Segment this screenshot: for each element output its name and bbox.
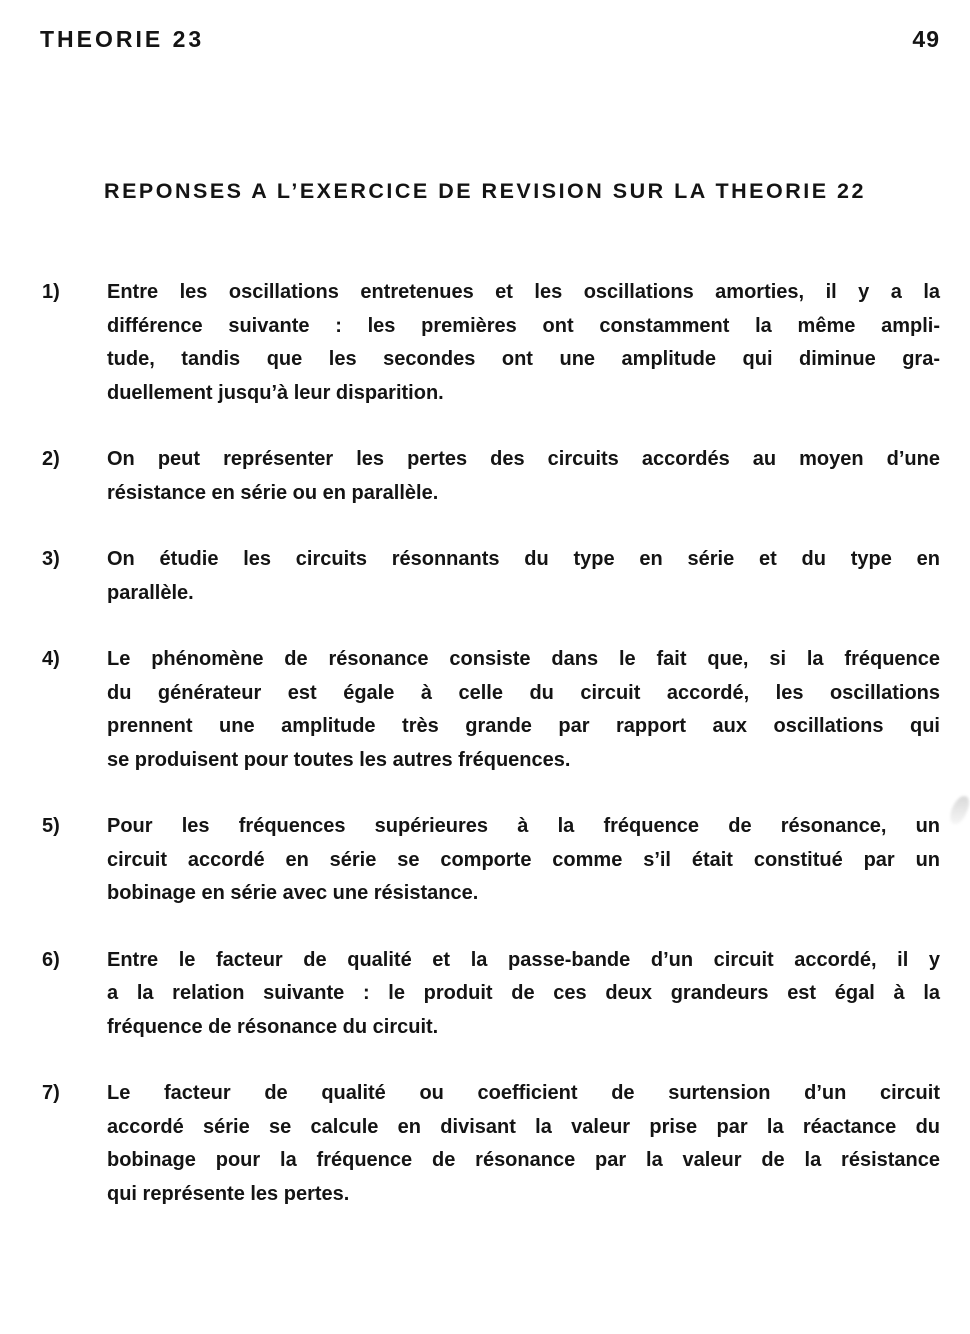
answer-line: qui représente les pertes. xyxy=(107,1182,350,1205)
answer-number: 3) xyxy=(42,548,60,570)
answer-number: 5) xyxy=(42,815,60,837)
answer-body xyxy=(107,643,940,777)
answer-line: Entre le facteur de qualité et la passe-bande d’un circuit accordé, il y xyxy=(107,948,940,971)
answer-line: bobinage pour la fréquence de résonance par la valeur de la résistance xyxy=(107,1149,940,1171)
answer-number: 2) xyxy=(42,448,60,470)
page-header xyxy=(0,0,970,53)
answer-line: se produisent pour toutes les autres fréquences. xyxy=(107,748,571,771)
answer-body xyxy=(107,1077,940,1211)
answer-number: 7) xyxy=(42,1082,60,1104)
answer-line: tude, tandis que les secondes ont une amplitude qui diminue gra- xyxy=(107,348,940,370)
answer-body xyxy=(107,276,940,410)
answer-line: Pour les fréquences supérieures à la fréquence de résonance, un xyxy=(107,815,940,837)
answer-item xyxy=(42,1077,940,1211)
answer-body xyxy=(107,543,940,610)
page-number: 49 xyxy=(912,26,940,52)
answer-line: circuit accordé en série se comporte comme s’il était constitué par un xyxy=(107,848,940,871)
answer-line: parallèle. xyxy=(107,581,194,604)
answer-item xyxy=(42,443,940,510)
answer-line: bobinage en série avec une résistance. xyxy=(107,882,479,904)
answer-item xyxy=(42,810,940,911)
answer-line: différence suivante : les premières ont constamment la même ampli- xyxy=(107,314,940,337)
answer-item xyxy=(42,543,940,610)
chapter-header: THEORIE 23 xyxy=(40,26,205,52)
answer-body xyxy=(107,810,940,911)
answer-line: On étudie les circuits résonnants du type en série et du type en xyxy=(107,548,940,570)
answers-list xyxy=(0,276,970,1211)
answer-line: a la relation suivante : le produit de ces deux grandeurs est égal à la xyxy=(107,982,940,1004)
answer-line: duellement jusqu’à leur disparition. xyxy=(107,381,444,404)
answer-line: Entre les oscillations entretenues et les oscillations amorties, il y a la xyxy=(107,281,940,303)
answer-item xyxy=(42,276,940,410)
answer-body xyxy=(107,443,940,510)
answer-line: accordé série se calcule en divisant la valeur prise par la réactance du xyxy=(107,1115,940,1138)
answer-item xyxy=(42,944,940,1045)
section-title: REPONSES A L’EXERCICE DE REVISION SUR LA THEORIE 22 xyxy=(104,179,866,203)
answer-line: fréquence de résonance du circuit. xyxy=(107,1015,439,1038)
answer-number: 1) xyxy=(42,281,60,303)
answer-number: 6) xyxy=(42,948,60,971)
answer-line: Le facteur de qualité ou coefficient de surtension d’un circuit xyxy=(107,1082,940,1104)
answer-number: 4) xyxy=(42,648,60,670)
answer-line: On peut représenter les pertes des circuits accordés au moyen d’une xyxy=(107,448,940,470)
answer-line: résistance en série ou en parallèle. xyxy=(107,481,439,504)
answer-line: Le phénomène de résonance consiste dans le fait que, si la fréquence xyxy=(107,648,940,670)
answer-line: du générateur est égale à celle du circuit accordé, les oscillations xyxy=(107,681,940,704)
answer-body xyxy=(107,944,940,1045)
answer-line: prennent une amplitude très grande par rapport aux oscillations qui xyxy=(107,715,940,737)
answer-item xyxy=(42,643,940,777)
